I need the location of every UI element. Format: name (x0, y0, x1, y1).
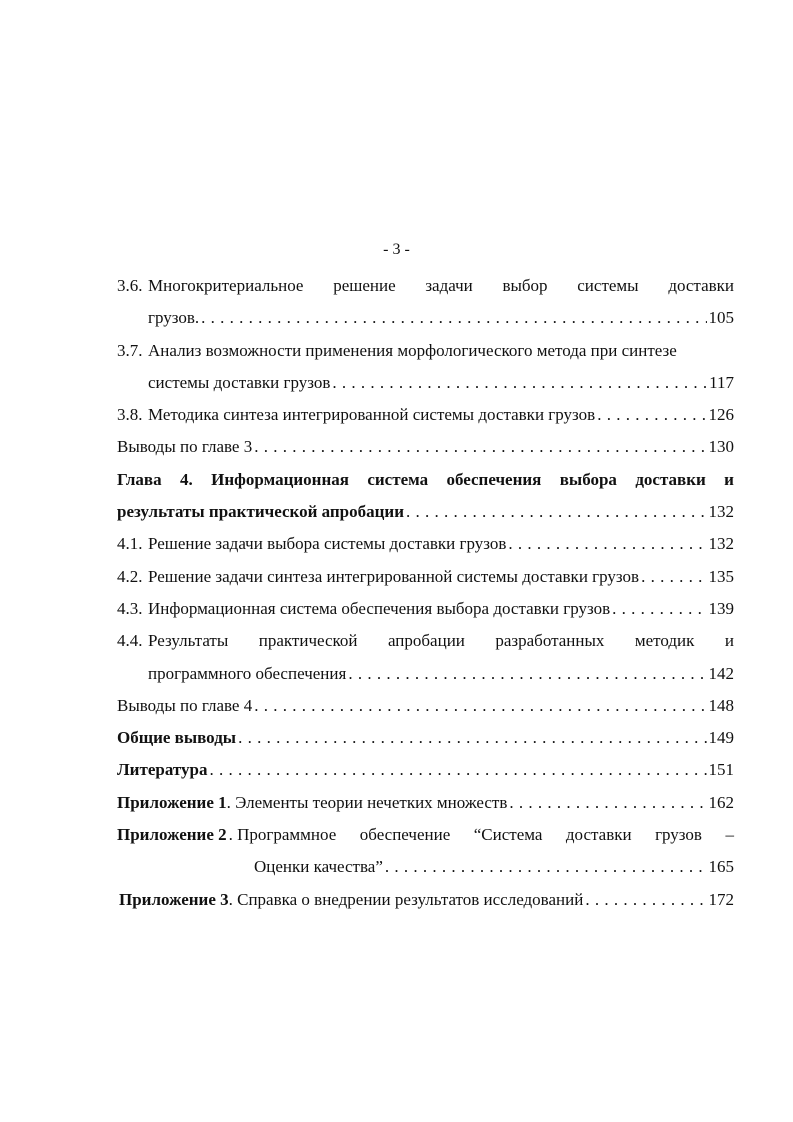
entry-number: 4.1. (117, 534, 143, 554)
appendix-label: Приложение 3 (119, 889, 229, 909)
page-number: - 3 - (383, 241, 410, 258)
chapter-title (117, 464, 734, 496)
entry-title-cont: системы доставки грузов (148, 372, 331, 392)
word: Многокритериальное (148, 276, 304, 295)
entry-page: 165 (708, 857, 734, 877)
toc-appendix-1[interactable] (117, 787, 734, 819)
toc-entry-general-conclusions[interactable] (117, 722, 734, 754)
toc-appendix-2-cont[interactable] (117, 851, 734, 883)
toc-appendix-3[interactable] (117, 884, 734, 916)
toc-entry-4-2[interactable] (117, 561, 734, 593)
entry-page: 139 (708, 598, 734, 618)
word: методик (634, 631, 695, 651)
leader-dots (612, 593, 706, 625)
word: обеспечения (446, 469, 542, 489)
word: доставки (668, 276, 734, 295)
entry-page: 151 (708, 760, 734, 780)
toc-entry-4-4[interactable] (117, 625, 734, 657)
word: доставки (565, 825, 632, 845)
entry-title: Методика синтеза интегрированной системы доставки грузов (148, 405, 596, 425)
word: апробации (387, 631, 465, 651)
toc-appendix-2[interactable] (117, 819, 734, 851)
leader-dots (209, 754, 706, 786)
entry-page: 172 (708, 889, 734, 909)
word: выбора (559, 469, 617, 489)
entry-page: 162 (708, 792, 734, 812)
toc-entry-literature[interactable] (117, 754, 734, 786)
entry-title: Решение задачи выбора системы доставки грузов (148, 534, 507, 554)
entry-title: Анализ возможности применения морфологического метода при синтезе (148, 340, 677, 360)
word: . Программное (228, 825, 337, 845)
table-of-contents (117, 270, 734, 916)
entry-page: 149 (708, 728, 734, 748)
entry-title (148, 625, 734, 657)
toc-entry-4-1[interactable] (117, 528, 734, 560)
word: 4. (180, 469, 193, 489)
leader-dots (508, 528, 706, 560)
toc-entry-3-6[interactable] (117, 270, 734, 302)
leader-dots (597, 399, 706, 431)
toc-entry-conclusions-4[interactable] (117, 690, 734, 722)
word: выбор (502, 276, 548, 295)
word: грузов (655, 825, 702, 845)
entry-page: 132 (708, 534, 734, 554)
entry-page: 117 (709, 372, 734, 392)
leader-dots (385, 851, 707, 883)
entry-number: 3.7. (117, 340, 143, 360)
word: обеспечение (359, 825, 451, 845)
leader-dots (585, 884, 706, 916)
entry-number: 4.4. (117, 631, 143, 651)
entry-title (148, 270, 734, 302)
leader-dots (238, 722, 706, 754)
word: разработанных (495, 631, 605, 651)
word: практической (258, 631, 358, 651)
entry-title (229, 819, 734, 851)
entry-page: 126 (708, 405, 734, 425)
entry-number: 3.8. (117, 405, 143, 425)
entry-title: . Элементы теории нечетких множеств (226, 792, 508, 812)
entry-title-cont: грузов. (148, 308, 200, 328)
word: системы (577, 276, 639, 295)
toc-entry-conclusions-3[interactable] (117, 431, 734, 463)
word: – (725, 825, 734, 845)
leader-dots (348, 658, 706, 690)
entry-title: Общие выводы (117, 728, 237, 748)
entry-number: 4.3. (117, 598, 143, 618)
word: “Система (473, 825, 543, 845)
word: Глава (117, 469, 162, 489)
word: система (367, 469, 429, 489)
toc-entry-3-7-cont[interactable] (117, 367, 734, 399)
leader-dots (201, 302, 706, 334)
toc-chapter-4-cont[interactable] (117, 496, 734, 528)
entry-title: . Справка о внедрении результатов исследований (228, 889, 584, 909)
leader-dots (254, 431, 706, 463)
toc-entry-3-6-cont[interactable] (117, 302, 734, 334)
entry-page: 135 (708, 566, 734, 586)
entry-title: Выводы по главе 4 (117, 695, 253, 715)
word: доставки (635, 469, 706, 489)
appendix-label: Приложение 2 (117, 825, 227, 845)
entry-title: Решение задачи синтеза интегрированной системы доставки грузов (148, 566, 640, 586)
appendix-label: Приложение 1 (117, 792, 227, 812)
word: решение (333, 276, 396, 295)
entry-title-cont: программного обеспечения (148, 663, 347, 683)
word: и (724, 469, 734, 489)
toc-entry-3-7[interactable] (117, 335, 734, 367)
leader-dots (509, 787, 706, 819)
leader-dots (641, 561, 706, 593)
word: задачи (425, 276, 473, 295)
entry-title-cont: Оценки качества” (254, 857, 383, 877)
word: и (724, 631, 734, 651)
word: Результаты (148, 631, 229, 651)
leader-dots (254, 690, 706, 722)
entry-title: Литература (117, 760, 208, 780)
entry-page: 148 (708, 695, 734, 715)
entry-page: 130 (708, 437, 734, 457)
entry-page: 105 (708, 308, 734, 328)
toc-entry-3-8[interactable] (117, 399, 734, 431)
entry-title: Информационная система обеспечения выбора доставки грузов (148, 598, 611, 618)
leader-dots (406, 496, 706, 528)
entry-page: 142 (708, 663, 734, 683)
toc-entry-4-3[interactable] (117, 593, 734, 625)
entry-title: Выводы по главе 3 (117, 437, 253, 457)
entry-number: 3.6. (117, 276, 143, 295)
chapter-title-cont: результаты практической апробации (117, 502, 405, 522)
entry-number: 4.2. (117, 566, 143, 586)
toc-chapter-4[interactable] (117, 464, 734, 496)
word: Информационная (211, 469, 349, 489)
entry-page: 132 (708, 502, 734, 522)
leader-dots (332, 367, 707, 399)
toc-entry-4-4-cont[interactable] (117, 658, 734, 690)
